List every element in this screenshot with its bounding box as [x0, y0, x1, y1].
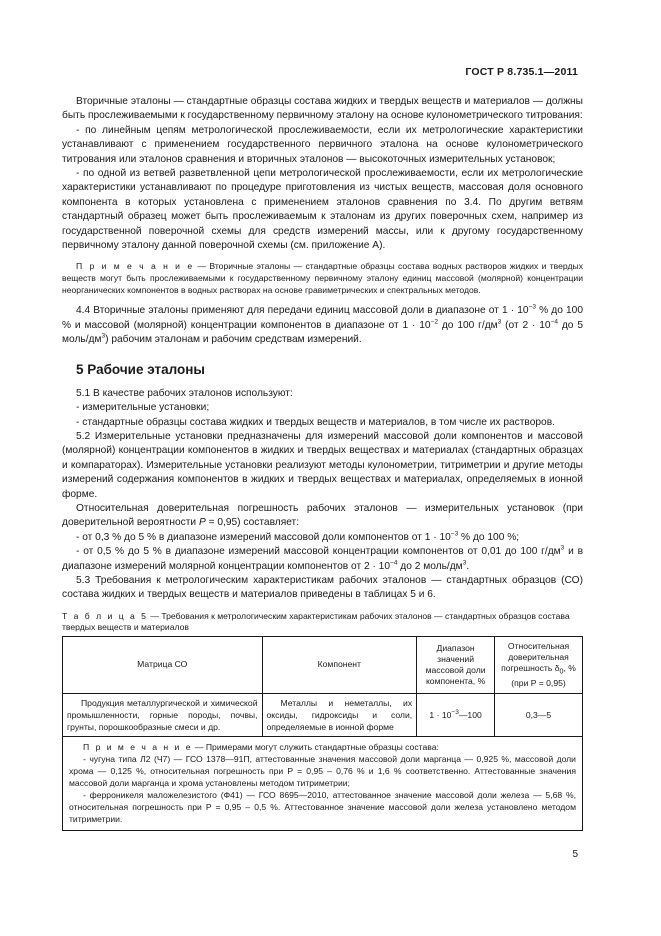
cell-error: 0,3—5 [495, 693, 583, 736]
rel-p: P [198, 517, 206, 529]
paragraph-relative-error [62, 502, 583, 531]
paragraph-4-4 [62, 304, 583, 347]
paragraph-5-3: 5.3 Требования к метрологическим характеристикам рабочих эталонов — стандартных образцов (СО) состава жидких и твердых веществ и материалов приведены в таблицах 5 и 6. [62, 574, 583, 601]
rel-i1-sup: −3 [450, 530, 459, 538]
section-5-title: 5 Рабочие эталоны [76, 361, 205, 377]
p44-e-sup: 3 [101, 332, 106, 340]
table-header-row [63, 636, 583, 693]
cell-range-sup: −3 [451, 708, 459, 716]
header-component: Компонент [262, 636, 417, 693]
rel-i2-sup3: 3 [462, 559, 467, 567]
header-matrix: Матрица СО [63, 636, 263, 693]
rel-b: = 0,95) составляет: [205, 517, 300, 529]
page-content [62, 95, 583, 831]
p44-e: до 5 моль/дм [62, 319, 583, 346]
p44-b-sup: −2 [430, 318, 439, 326]
table-note-intro [69, 741, 576, 753]
intro-item-2: - по одной из ветвей разветвленной цепи метрологической прослеживаемости, если их метрологические характеристики устанавливают по процедуре приготовления из чистых веществ, массовая доля основного компонента в которых установлена с применением эталонов сравнения по 3.4. По другим ветвям стандартный образец может быть прослеживаемым к эталонам из других поверочных схем, например из государственной поверочной схемы для средств измерений массы, или к другому государственному первичному эталону данной поверочной схемы (см. приложение А). [62, 168, 583, 252]
table-note-label: П р и м е ч а н и е [83, 741, 193, 752]
table-note-2: - ферроникеля маложелезистого (Ф41) — ГСО 8695—2010, аттестованное значение массовой доли железа — 5,68 %, относительная погрешность при P = 0,95 – 0,5 %. Аттестованное значение массовой доли железа установлено методом титриметрии. [69, 789, 576, 824]
p44-d-sup: −4 [550, 318, 559, 326]
rel-a: Относительная доверительная погрешность рабочих эталонов — измерительных установок (при доверительной вероятности [62, 502, 583, 529]
document-code: ГОСТ Р 8.735.1—2011 [465, 66, 578, 78]
header-error-sub: 0 [559, 667, 564, 676]
table-5-notes [62, 737, 583, 831]
p44-a: 4.4 Вторичные эталоны применяют для передачи единиц массовой доли в диапазоне от 1 · 10 [76, 305, 529, 317]
p44-c: до 100 г/дм [438, 319, 498, 331]
cell-range-a: 1 · 10 [429, 709, 452, 720]
paragraph-5-1: 5.1 В качестве рабочих эталонов используют: [76, 387, 293, 399]
table-5 [62, 636, 583, 737]
table-row [63, 693, 583, 736]
rel-i1-a: - от 0,3 % до 5 % в диапазоне измерений массовой доли компонентов от 1 · 10 [76, 531, 451, 543]
paragraph-5-2: 5.2 Измерительные установки предназначены для измерений массовой доли компонентов и массовой (молярной) концентрации компонентов в жидких и твердых веществах и материалах (стандартных образцах и компараторах). Измерительные установки реализуют методы кулонометрии, титриметрии и другие методы измерений содержания компонентов в жидких и твердых веществах и материалах, определяемых в ионной форме. [62, 430, 583, 500]
cell-component: Металлы и неметаллы, их оксиды, гидроксиды и соли, определяемые в ионной форме [262, 693, 417, 736]
p44-c-sup: 3 [497, 318, 502, 326]
rel-i2-c: до 2 моль/дм [397, 560, 463, 572]
cell-matrix: Продукция металлургической и химической промышленности, горные породы, почвы, грунты, порошкообразные смеси и др. [63, 693, 263, 736]
cell-range [417, 693, 495, 736]
p44-b: % до 100 % и массовой (молярной) концентрации компонентов в диапазоне от 1 · 10 [62, 305, 583, 331]
rel-i2-a: - от 0,5 % до 5 % в диапазоне измерений массовой концентрации компонентов от 0,01 до 100 г/дм [76, 546, 561, 558]
header-error-b: , % (при P = 0,95) [511, 662, 576, 688]
table-5-caption-label: Т а б л и ц а 5 [62, 610, 148, 621]
note-1-label: П р и м е ч а н и е [76, 261, 195, 272]
paragraph-5-1-item-1: - измерительные установки; [76, 402, 210, 414]
cell-range-b: —100 [458, 709, 482, 720]
rel-i2-b: и в диапазоне измерений молярной концентрации компонентов от 2 · 10 [62, 546, 583, 572]
table-note-1: - чугуна типа Л2 (Ч7) — ГСО 1378—91П, аттестованные значения массовой доли марганца — 0,925 %, массовой доли хрома — 0,125 %, относительная погрешность при P = 0,95 – 0,76 % и 1,6 % соответственно. Аттестованные значения массовой доли марганца и хрома установлены методом титриметрии; [69, 753, 576, 788]
table-5-caption-text: — Требования к метрологическим характеристикам рабочих эталонов — стандартных образцов состава твердых веществ и материалов [62, 610, 570, 632]
note-1-text: — Вторичные эталоны — стандартные образцы состава водных растворов жидких и твердых веществ могут быть прослеживаемыми к государственному первичному эталону единиц массовой (молярной) концентрации неорганических компонентов в водных растворах на основе гравиметрических и спектральных методов. [62, 261, 584, 296]
rel-i2-sup2: −4 [390, 559, 398, 567]
table-5-caption [62, 611, 583, 633]
relative-error-item-1 [62, 531, 583, 545]
rel-i2-d: . [466, 560, 470, 572]
note-1 [62, 260, 583, 296]
p44-d: (от 2 · 10 [501, 319, 551, 331]
intro-item-1: - по линейным цепям метрологической прослеживаемости, если их метрологические характеристики устанавливают с применением государственного первичного эталона на основе кулонометрического титрования или эталонов сравнения и вторичных эталонов — высокоточных измерительных установок; [62, 124, 583, 165]
header-range: Диапазон значений массовой доли компонента, % [417, 636, 495, 693]
page-number: 5 [572, 849, 578, 860]
table-note-intro-text: — Примерами могут служить стандартные образцы состава: [192, 741, 439, 752]
rel-i1-b: % до 100 %; [458, 531, 520, 543]
paragraph-5-1-item-2: - стандартные образцы состава жидких и твердых веществ и материалов, в том числе их растворов. [76, 416, 555, 428]
header-error [495, 636, 583, 693]
p44-a-sup: −3 [528, 304, 537, 312]
relative-error-item-2 [62, 545, 583, 574]
header-error-a: Относительная доверительная погрешность δ [501, 640, 570, 673]
intro-paragraph: Вторичные эталоны — стандартные образцы состава жидких и твердых веществ и материалов — должны быть прослеживаемыми к государственному первичному эталону на основе кулонометрического титрования: [62, 96, 583, 122]
rel-i2-sup1: 3 [560, 544, 565, 552]
p44-f: ) рабочим эталонам и рабочим средствам измерений. [105, 334, 362, 346]
